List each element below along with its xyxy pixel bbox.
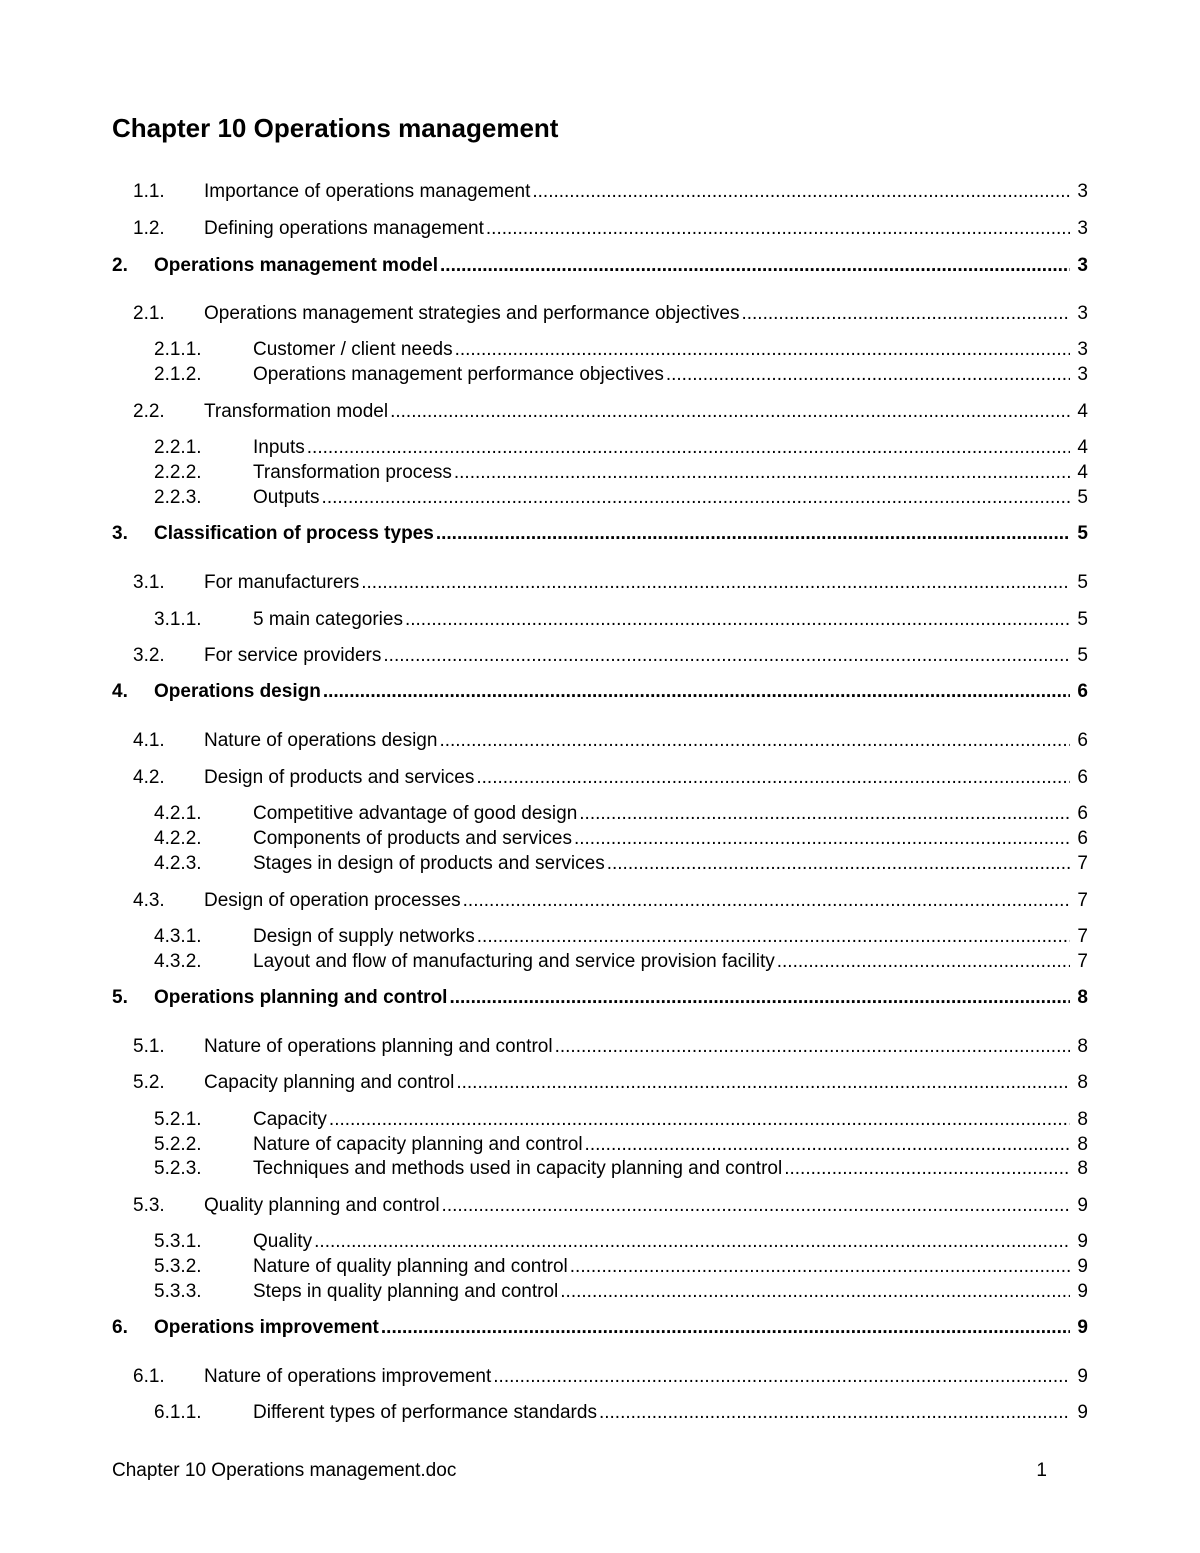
toc-entry-leader	[253, 1229, 1088, 1255]
toc-dot-leader	[390, 399, 1070, 425]
toc-entry-label: Nature of capacity planning and control	[253, 1134, 583, 1155]
toc-entry-number: 4.2.3.	[154, 853, 202, 874]
toc-entry-number: 5.	[112, 987, 128, 1008]
toc-entry-leader	[253, 851, 1088, 877]
toc-entry-label: Importance of operations management	[204, 181, 531, 202]
toc-entry-page: 7	[1077, 890, 1088, 911]
toc-entry-leader	[204, 728, 1088, 754]
toc-entry-page: 4	[1077, 401, 1088, 422]
toc-entry-page: 5	[1077, 609, 1088, 630]
toc-entry-page: 5	[1077, 487, 1088, 508]
toc-entry-number: 3.1.	[133, 572, 165, 593]
toc-dot-leader	[381, 1315, 1070, 1341]
toc-dot-leader	[307, 435, 1070, 461]
toc-entry-leader	[154, 521, 1088, 547]
toc-entry-number: 5.3.	[133, 1195, 165, 1216]
toc-entry-label: Design of supply networks	[253, 926, 475, 947]
toc-entry-label: Outputs	[253, 487, 320, 508]
toc-dot-leader	[361, 570, 1070, 596]
toc-entry-leader	[204, 399, 1088, 425]
toc-entry[interactable]	[0, 1107, 1200, 1133]
toc-entry-leader	[204, 1070, 1088, 1096]
toc-entry-label: Competitive advantage of good design	[253, 803, 578, 824]
toc-entry-label: Nature of operations improvement	[204, 1366, 492, 1387]
toc-entry-page: 8	[1077, 1036, 1088, 1057]
toc-entry-label: Quality	[253, 1231, 313, 1252]
toc-entry-leader	[204, 301, 1088, 327]
toc-dot-leader	[383, 643, 1070, 669]
toc-dot-leader	[599, 1400, 1070, 1426]
toc-entry-leader	[253, 1156, 1088, 1182]
toc-entry-label: Layout and flow of manufacturing and service provision facility	[253, 951, 775, 972]
toc-entry-label: Quality planning and control	[204, 1195, 440, 1216]
toc-entry-leader	[253, 826, 1088, 852]
toc-entry[interactable]	[0, 728, 1200, 754]
toc-entry-number: 5.3.1.	[154, 1231, 202, 1252]
toc-entry-label: Customer / client needs	[253, 339, 453, 360]
toc-entry-page: 3	[1077, 255, 1088, 276]
toc-entry-leader	[204, 765, 1088, 791]
toc-entry-leader	[253, 1107, 1088, 1133]
toc-dot-leader	[329, 1107, 1070, 1133]
toc-entry-number: 5.3.3.	[154, 1281, 202, 1302]
toc-entry-page: 6	[1077, 828, 1088, 849]
toc-entry-page: 9	[1077, 1281, 1088, 1302]
toc-entry-label: Components of products and services	[253, 828, 572, 849]
toc-entry-label: Nature of operations planning and control	[204, 1036, 553, 1057]
toc-entry-leader	[253, 1132, 1088, 1158]
footer-page-number: 1	[1036, 1460, 1047, 1481]
toc-entry-label: Capacity	[253, 1109, 327, 1130]
toc-entry[interactable]	[0, 1229, 1200, 1255]
toc-entry[interactable]	[0, 949, 1200, 975]
toc-entry-page: 8	[1077, 1109, 1088, 1130]
toc-entry-label: Steps in quality planning and control	[253, 1281, 559, 1302]
toc-dot-leader	[555, 1034, 1070, 1060]
toc-entry[interactable]	[0, 399, 1200, 425]
toc-entry[interactable]	[0, 826, 1200, 852]
toc-entry-number: 3.	[112, 523, 128, 544]
toc-entry-leader	[253, 485, 1088, 511]
toc-dot-leader	[585, 1132, 1070, 1158]
toc-entry[interactable]	[0, 301, 1200, 327]
toc-entry-page: 9	[1077, 1195, 1088, 1216]
toc-entry-number: 4.2.2.	[154, 828, 202, 849]
toc-dot-leader	[322, 485, 1070, 511]
toc-entry-leader	[204, 888, 1088, 914]
toc-entry-label: Operations management model	[154, 255, 439, 276]
toc-entry-page: 8	[1077, 987, 1088, 1008]
toc-entry-leader	[204, 643, 1088, 669]
toc-entry-page: 3	[1077, 339, 1088, 360]
toc-entry-number: 5.2.2.	[154, 1134, 202, 1155]
toc-dot-leader	[607, 851, 1070, 877]
toc-entry-label: Capacity planning and control	[204, 1072, 455, 1093]
toc-entry-label: Operations planning and control	[154, 987, 448, 1008]
toc-entry-number: 4.2.	[133, 767, 165, 788]
toc-entry-label: Design of products and services	[204, 767, 475, 788]
toc-entry-number: 5.2.	[133, 1072, 165, 1093]
toc-entry-page: 9	[1077, 1366, 1088, 1387]
toc-entry[interactable]	[0, 888, 1200, 914]
toc-entry-number: 4.3.2.	[154, 951, 202, 972]
toc-entry[interactable]	[0, 1156, 1200, 1182]
toc-entry-number: 6.1.	[133, 1366, 165, 1387]
toc-entry-page: 6	[1077, 803, 1088, 824]
toc-entry-label: Operations design	[154, 681, 321, 702]
toc-dot-leader	[784, 1156, 1070, 1182]
toc-dot-leader	[323, 679, 1070, 705]
toc-dot-leader	[560, 1279, 1070, 1305]
toc-entry-label: Transformation model	[204, 401, 389, 422]
toc-dot-leader	[439, 728, 1070, 754]
toc-entry-label: Design of operation processes	[204, 890, 461, 911]
toc-entry[interactable]	[0, 570, 1200, 596]
toc-entry[interactable]	[0, 765, 1200, 791]
toc-dot-leader	[463, 888, 1070, 914]
toc-entry-page: 6	[1077, 681, 1088, 702]
toc-entry-label: Techniques and methods used in capacity planning and control	[253, 1158, 783, 1179]
toc-dot-leader	[440, 253, 1070, 279]
toc-entry-number: 2.2.	[133, 401, 165, 422]
toc-entry[interactable]	[0, 1364, 1200, 1390]
toc-entry-number: 2.1.2.	[154, 364, 202, 385]
toc-dot-leader	[449, 985, 1070, 1011]
toc-entry-leader	[204, 216, 1088, 242]
toc-entry-number: 5.2.3.	[154, 1158, 202, 1179]
toc-entry-label: 5 main categories	[253, 609, 403, 630]
toc-entry-leader	[204, 1193, 1088, 1219]
toc-entry-page: 3	[1077, 303, 1088, 324]
toc-entry[interactable]	[0, 607, 1200, 633]
toc-dot-leader	[477, 924, 1070, 950]
toc-dot-leader	[570, 1254, 1070, 1280]
toc-entry-number: 2.2.2.	[154, 462, 202, 483]
toc-entry[interactable]	[0, 801, 1200, 827]
toc-entry-number: 4.1.	[133, 730, 165, 751]
toc-entry-number: 5.3.2.	[154, 1256, 202, 1277]
toc-entry-leader	[253, 924, 1088, 950]
toc-entry[interactable]	[0, 643, 1200, 669]
toc-entry-number: 2.2.3.	[154, 487, 202, 508]
toc-dot-leader	[454, 460, 1070, 486]
toc-dot-leader	[405, 607, 1070, 633]
toc-entry-number: 5.1.	[133, 1036, 165, 1057]
toc-entry-page: 5	[1077, 572, 1088, 593]
toc-entry[interactable]	[0, 851, 1200, 877]
toc-entry-number: 2.1.	[133, 303, 165, 324]
toc-entry-number: 6.1.1.	[154, 1402, 202, 1423]
toc-entry-label: Inputs	[253, 437, 305, 458]
toc-entry-page: 9	[1077, 1317, 1088, 1338]
toc-entry-page: 9	[1077, 1231, 1088, 1252]
toc-entry[interactable]	[0, 1034, 1200, 1060]
toc-entry-leader	[253, 607, 1088, 633]
toc-dot-leader	[532, 179, 1070, 205]
toc-dot-leader	[741, 301, 1070, 327]
toc-entry-page: 3	[1077, 364, 1088, 385]
toc-entry-leader	[253, 362, 1088, 388]
toc-dot-leader	[476, 765, 1070, 791]
toc-entry-label: For service providers	[204, 645, 382, 666]
toc-entry-number: 4.2.1.	[154, 803, 202, 824]
toc-entry-leader	[204, 1364, 1088, 1390]
toc-entry[interactable]	[0, 1070, 1200, 1096]
toc-entry-label: Nature of operations design	[204, 730, 438, 751]
toc-entry[interactable]	[0, 253, 1200, 279]
toc-entry-page: 6	[1077, 767, 1088, 788]
toc-dot-leader	[666, 362, 1070, 388]
toc-entry-leader	[204, 570, 1088, 596]
toc-entry-number: 1.1.	[133, 181, 165, 202]
toc-entry-page: 9	[1077, 1256, 1088, 1277]
toc-entry-page: 4	[1077, 462, 1088, 483]
toc-dot-leader	[314, 1229, 1070, 1255]
toc-entry-leader	[154, 253, 1088, 279]
toc-entry[interactable]	[0, 924, 1200, 950]
toc-dot-leader	[579, 801, 1070, 827]
toc-entry-label: Nature of quality planning and control	[253, 1256, 568, 1277]
toc-entry-page: 8	[1077, 1072, 1088, 1093]
toc-dot-leader	[493, 1364, 1070, 1390]
toc-entry-number: 6.	[112, 1317, 128, 1338]
toc-entry[interactable]	[0, 435, 1200, 461]
toc-entry[interactable]	[0, 216, 1200, 242]
footer-filename: Chapter 10 Operations management.doc	[112, 1460, 457, 1481]
toc-entry-page: 9	[1077, 1402, 1088, 1423]
toc-entry[interactable]	[0, 679, 1200, 705]
toc-entry-label: Operations improvement	[154, 1317, 379, 1338]
toc-entry[interactable]	[0, 1400, 1200, 1426]
toc-entry-leader	[253, 435, 1088, 461]
toc-entry-page: 5	[1077, 523, 1088, 544]
toc-entry-leader	[253, 801, 1088, 827]
toc-entry-leader	[154, 1315, 1088, 1341]
toc-entry[interactable]	[0, 521, 1200, 547]
toc-entry-number: 4.3.1.	[154, 926, 202, 947]
toc-entry-number: 4.	[112, 681, 128, 702]
toc-entry-page: 7	[1077, 926, 1088, 947]
toc-entry-page: 5	[1077, 645, 1088, 666]
toc-dot-leader	[442, 1193, 1070, 1219]
toc-entry-page: 6	[1077, 730, 1088, 751]
toc-entry-label: Transformation process	[253, 462, 452, 483]
toc-entry-leader	[253, 1254, 1088, 1280]
toc-entry-number: 2.1.1.	[154, 339, 202, 360]
toc-entry[interactable]	[0, 1279, 1200, 1305]
toc-dot-leader	[456, 1070, 1070, 1096]
toc-entry[interactable]	[0, 1193, 1200, 1219]
toc-entry-number: 3.1.1.	[154, 609, 202, 630]
toc-entry-leader	[154, 985, 1088, 1011]
toc-entry-page: 8	[1077, 1134, 1088, 1155]
toc-entry-number: 1.2.	[133, 218, 165, 239]
toc-entry[interactable]	[0, 1132, 1200, 1158]
toc-entry[interactable]	[0, 1315, 1200, 1341]
toc-entry-page: 3	[1077, 218, 1088, 239]
toc-entry-page: 8	[1077, 1158, 1088, 1179]
toc-entry[interactable]	[0, 1254, 1200, 1280]
toc-dot-leader	[574, 826, 1070, 852]
toc-entry-leader	[253, 460, 1088, 486]
toc-entry-number: 4.3.	[133, 890, 165, 911]
toc-entry-number: 3.2.	[133, 645, 165, 666]
toc-entry[interactable]	[0, 362, 1200, 388]
toc-entry-leader	[204, 179, 1088, 205]
toc-entry-number: 5.2.1.	[154, 1109, 202, 1130]
toc-entry-label: Operations management performance objectives	[253, 364, 664, 385]
toc-entry[interactable]	[0, 985, 1200, 1011]
page-title: Chapter 10 Operations management	[112, 113, 559, 143]
toc-entry-leader	[253, 949, 1088, 975]
toc-entry-label: Defining operations management	[204, 218, 484, 239]
toc-entry-number: 2.	[112, 255, 128, 276]
toc-entry-label: Classification of process types	[154, 523, 434, 544]
toc-entry-page: 7	[1077, 853, 1088, 874]
toc-entry-label: Different types of performance standards	[253, 1402, 597, 1423]
toc-entry-page: 7	[1077, 951, 1088, 972]
toc-dot-leader	[455, 337, 1070, 363]
toc-entry-leader	[204, 1034, 1088, 1060]
toc-entry-label: For manufacturers	[204, 572, 360, 593]
toc-dot-leader	[777, 949, 1070, 975]
toc-entry-page: 3	[1077, 181, 1088, 202]
toc-dot-leader	[486, 216, 1070, 242]
page-footer	[112, 1458, 1047, 1484]
toc-entry[interactable]	[0, 179, 1200, 205]
toc-entry-label: Operations management strategies and performance objectives	[204, 303, 740, 324]
toc-entry-number: 2.2.1.	[154, 437, 202, 458]
toc-entry-page: 4	[1077, 437, 1088, 458]
toc-entry[interactable]	[0, 337, 1200, 363]
toc-entry-label: Stages in design of products and services	[253, 853, 605, 874]
toc-dot-leader	[436, 521, 1070, 547]
toc-entry[interactable]	[0, 485, 1200, 511]
toc-entry[interactable]	[0, 460, 1200, 486]
toc-entry-leader	[253, 1279, 1088, 1305]
toc-entry-leader	[253, 1400, 1088, 1426]
toc-entry-leader	[154, 679, 1088, 705]
toc-entry-leader	[253, 337, 1088, 363]
